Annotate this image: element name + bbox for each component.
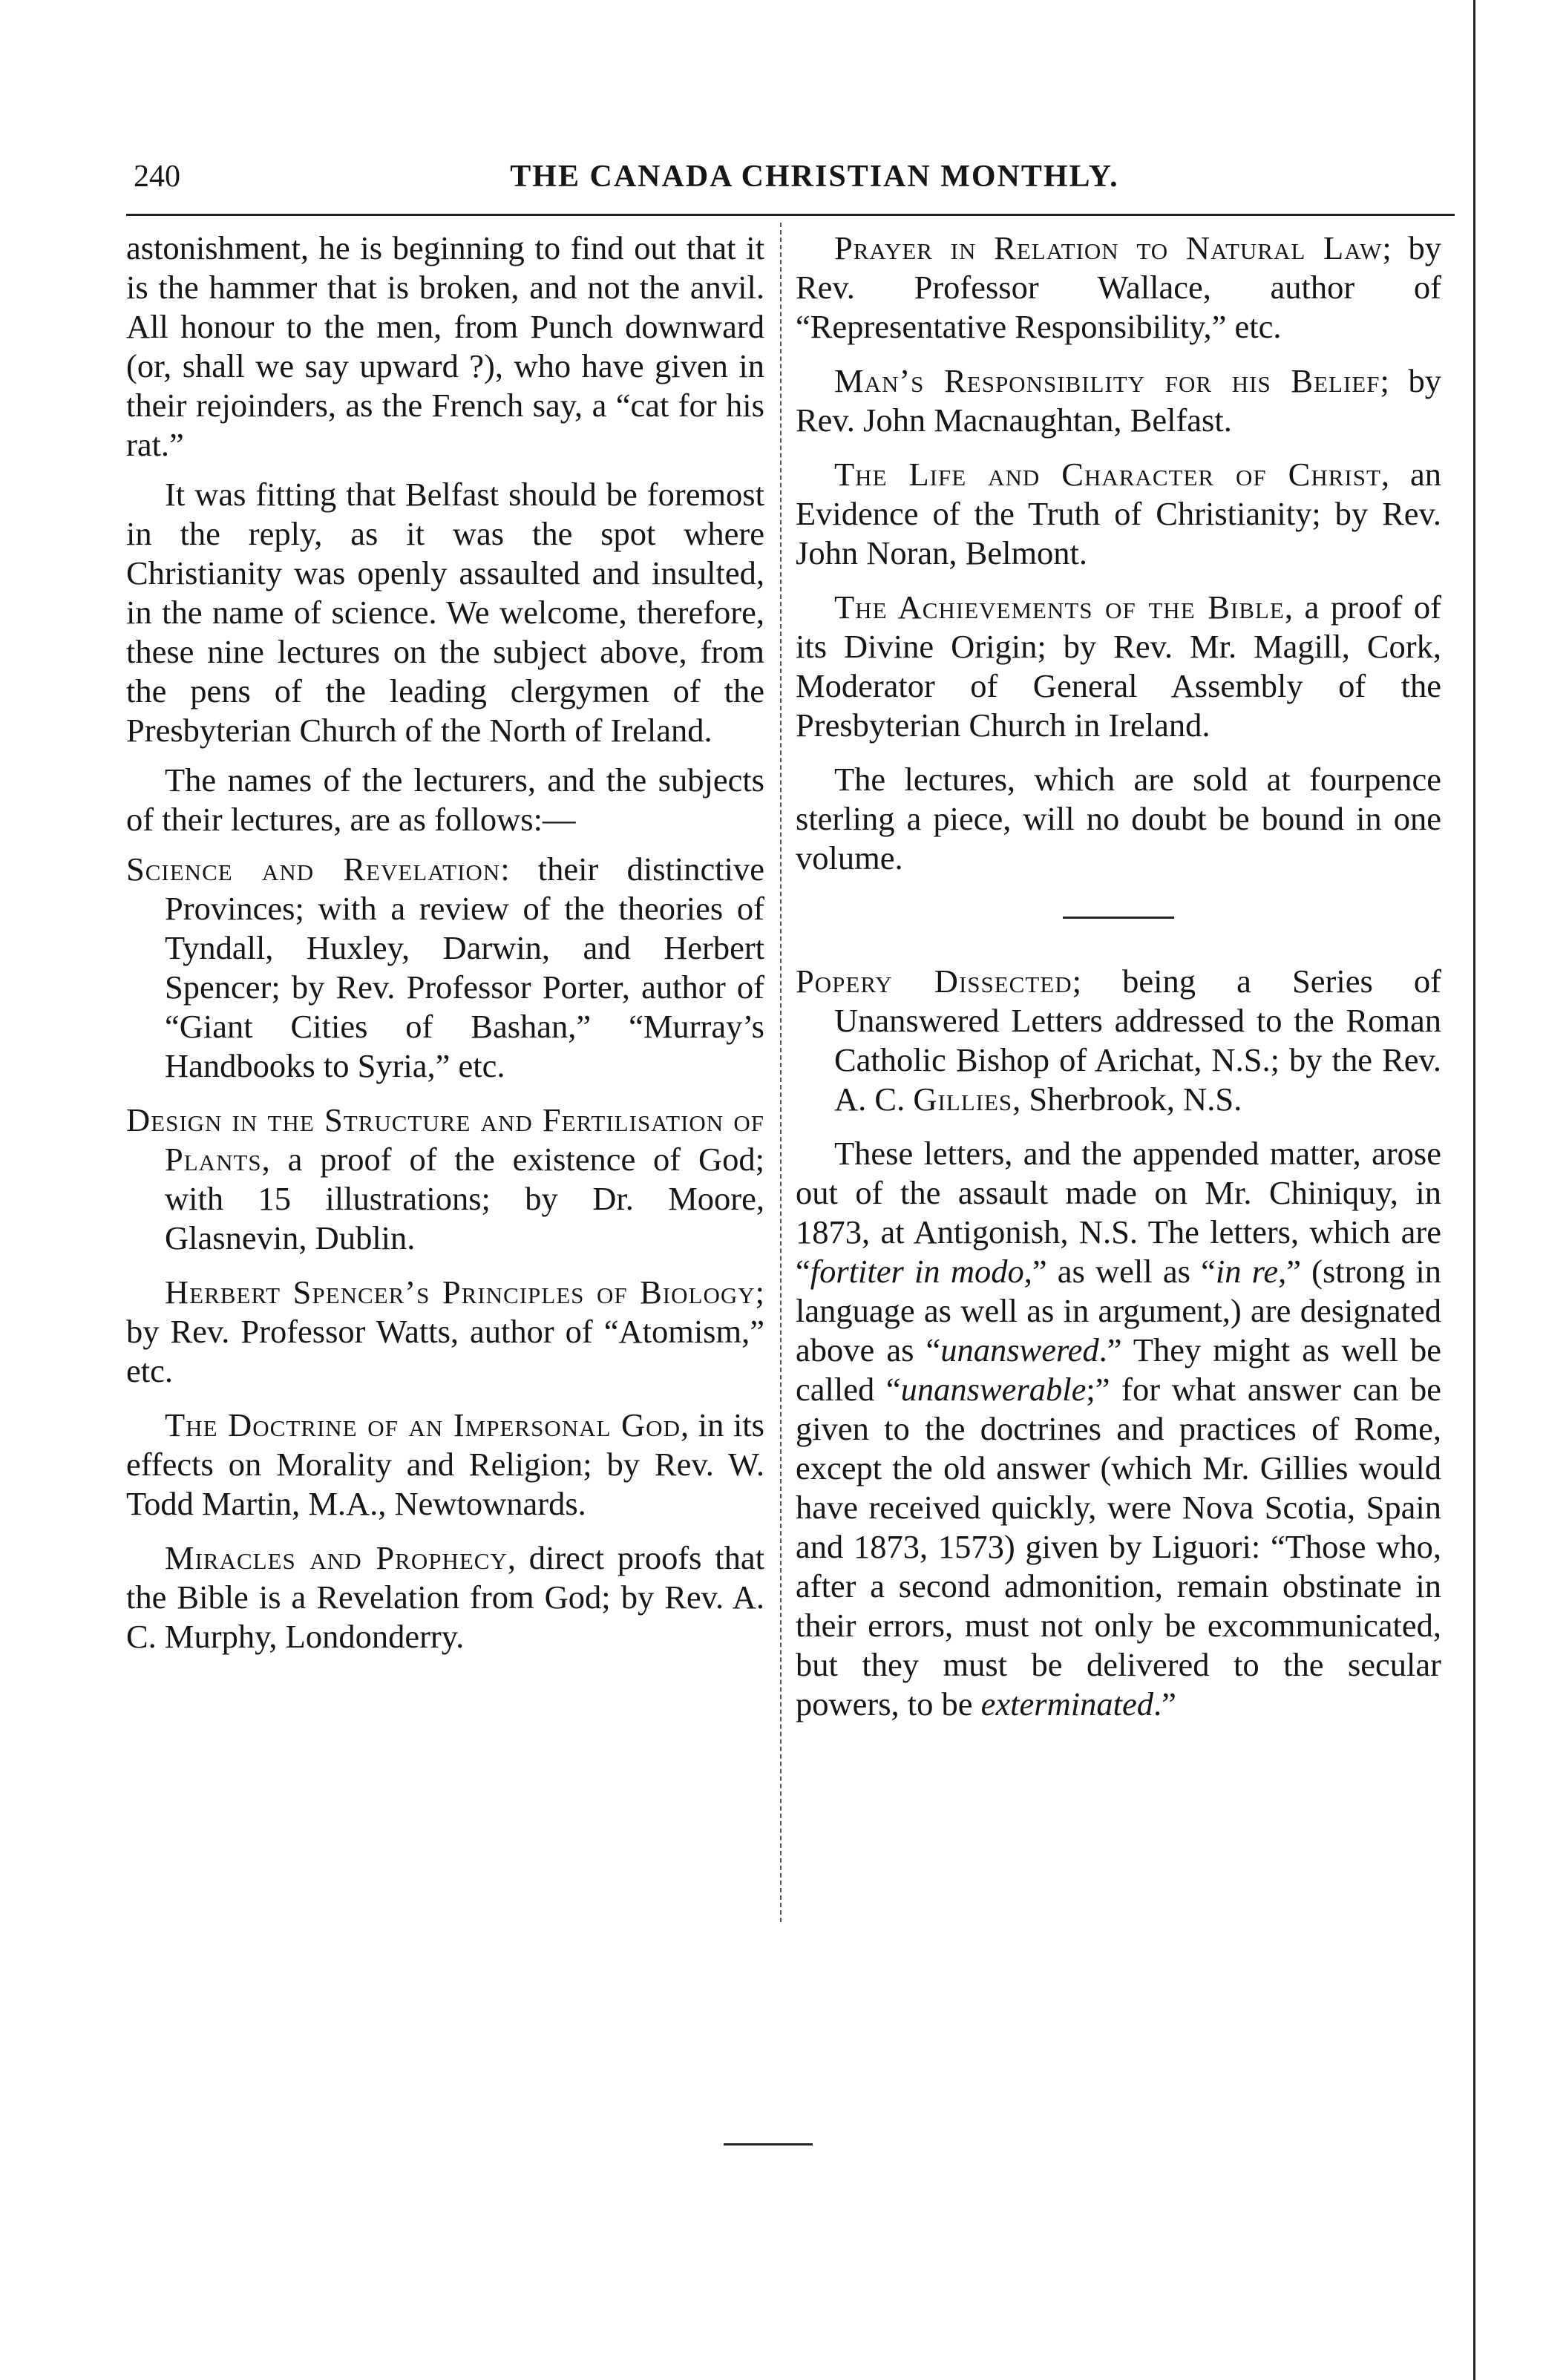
text-run: ;” for what answer can be given to the doctrines and practices of Rome, except the old answer (which Mr. Gillies would have received quickly, were Nova Scotia, Spain and 1873, 1573) given by Liguori: “Those who, after a second admonition, remain obstinate in their errors, must not only be excommunicated, but they must be delivered to the secular powers, to be — [796, 1371, 1441, 1722]
text-run: .” — [1153, 1685, 1176, 1722]
lecture-details: , in its effects on Morality and Religion; by Rev. W. Todd Martin, M.A., Newtownards. — [126, 1406, 764, 1522]
review-title: Popery Dissected — [796, 963, 1072, 1000]
left-column — [126, 229, 764, 1671]
text-run: ,” as well as “ — [1023, 1253, 1216, 1290]
lecture-details: : their distinctive Provinces; with a review of the theories of Tyndall, Huxley, Darwin, and Herbert Spencer; by Rev. Professor Porter, author of “Giant Cities of Bashan,” “Murray’s Handbooks to Syria,” etc. — [165, 850, 764, 1084]
lecture-details: ; by Rev. Professor Wallace, author of “Representative Responsibility,” etc. — [796, 229, 1441, 345]
lecture-entry — [126, 1406, 764, 1524]
lecture-details: , direct proofs that the Bible is a Revelation from God; by Rev. A. C. Murphy, Londonderry. — [126, 1539, 764, 1655]
lecture-details: ; by Rev. John Macnaughtan, Belfast. — [796, 362, 1441, 439]
lecture-details: ; by Rev. Professor Watts, author of “Atomism,” etc. — [126, 1273, 764, 1389]
lecture-entry — [126, 1273, 764, 1391]
right-column — [796, 229, 1441, 1734]
lecture-details: , an Evidence of the Truth of Christianity; by Rev. John Noran, Belmont. — [796, 456, 1441, 571]
lecture-title: Prayer in Relation to Natural Law — [834, 229, 1383, 266]
italic-phrase: in re — [1215, 1253, 1279, 1290]
lecture-entry — [796, 229, 1441, 347]
lecture-entry — [126, 1538, 764, 1656]
italic-phrase: exterminated — [980, 1685, 1153, 1722]
lecture-details: , a proof of its Divine Origin; by Rev. Mr. Magill, Cork, Moderator of General Assembly of the Presbyterian Church in Ireland. — [796, 589, 1441, 744]
header-rule — [126, 214, 1455, 216]
lecture-title: Man’s Responsibility for his Belief — [834, 362, 1380, 399]
text-run: .” They might as well be called “ — [796, 1331, 1442, 1408]
belfast-paragraph: It was fitting that Belfast should be foremost in the reply, as it was the spot where Christianity was openly assaulted and insulted, in the name of science. We welcome, therefore, these nine lectures on the subject above, from the pens of the leading clergymen of the Presbyterian Church of the North of Ireland. — [126, 476, 764, 749]
lecture-title: The Life and Character of Christ — [834, 456, 1381, 493]
review-entry — [796, 962, 1441, 1119]
lectures-note-paragraph: The lectures, which are sold at fourpence sterling a piece, will no doubt be bound in one volume. — [796, 761, 1441, 876]
lecture-entry — [796, 588, 1441, 745]
review-author: Gillies — [913, 1081, 1013, 1118]
lecture-title: The Achievements of the Bible — [834, 589, 1285, 626]
lecture-title: The Doctrine of an Impersonal God — [165, 1406, 681, 1443]
lecture-title: Herbert Spencer’s Principles of Biology — [165, 1273, 756, 1311]
italic-phrase: fortiter in modo — [810, 1253, 1024, 1290]
review-details: ; being a Series of Unanswered Letters addressed to the Roman Catholic Bishop of Arichat, N.S.; by the Rev. A. C. — [834, 963, 1441, 1118]
lecture-entry — [126, 850, 764, 1086]
italic-phrase: unanswered — [940, 1331, 1099, 1368]
lecture-entry — [126, 1101, 764, 1258]
italic-phrase: unanswerable — [900, 1371, 1087, 1408]
column-divider — [780, 223, 782, 1922]
lecture-title: Design in the Structure and Fertilisation of Plants — [126, 1101, 764, 1178]
section-divider-rule — [1063, 917, 1174, 919]
end-rule — [724, 2143, 813, 2145]
page-header — [126, 159, 1444, 203]
lecture-details: , a proof of the existence of God; with 15 illustrations; by Dr. Moore, Glasnevin, Dublin. — [165, 1141, 764, 1256]
review-location: , Sherbrook, N.S. — [1012, 1081, 1242, 1118]
lecture-entry — [796, 455, 1441, 573]
lecture-entry — [796, 361, 1441, 440]
lecture-title: Science and Revelation — [126, 850, 501, 888]
binding-edge-rule — [1473, 0, 1475, 2380]
text-run: ,” (strong in language as well as in argument,) are designated above as “ — [796, 1253, 1442, 1368]
running-title: THE CANADA CHRISTIAN MONTHLY. — [510, 160, 1119, 194]
review-paragraph — [796, 1134, 1441, 1724]
lecturers-intro-paragraph: The names of the lecturers, and the subjects of their lectures, are as follows:— — [126, 761, 764, 838]
lecture-title: Miracles and Prophecy — [165, 1539, 508, 1576]
page-number: 240 — [134, 160, 180, 194]
continuation-paragraph: astonishment, he is beginning to find out that it is the hammer that is broken, and not the anvil. All honour to the men, from Punch downward (or, shall we say upward ?), who have given in their rejoinders, as the French say, a “cat for his rat.” — [126, 229, 764, 463]
text-run: These letters, and the appended matter, arose out of the assault made on Mr. Chiniquy, in 1873, at Antigonish, N.S. The letters, which are “ — [796, 1135, 1441, 1290]
